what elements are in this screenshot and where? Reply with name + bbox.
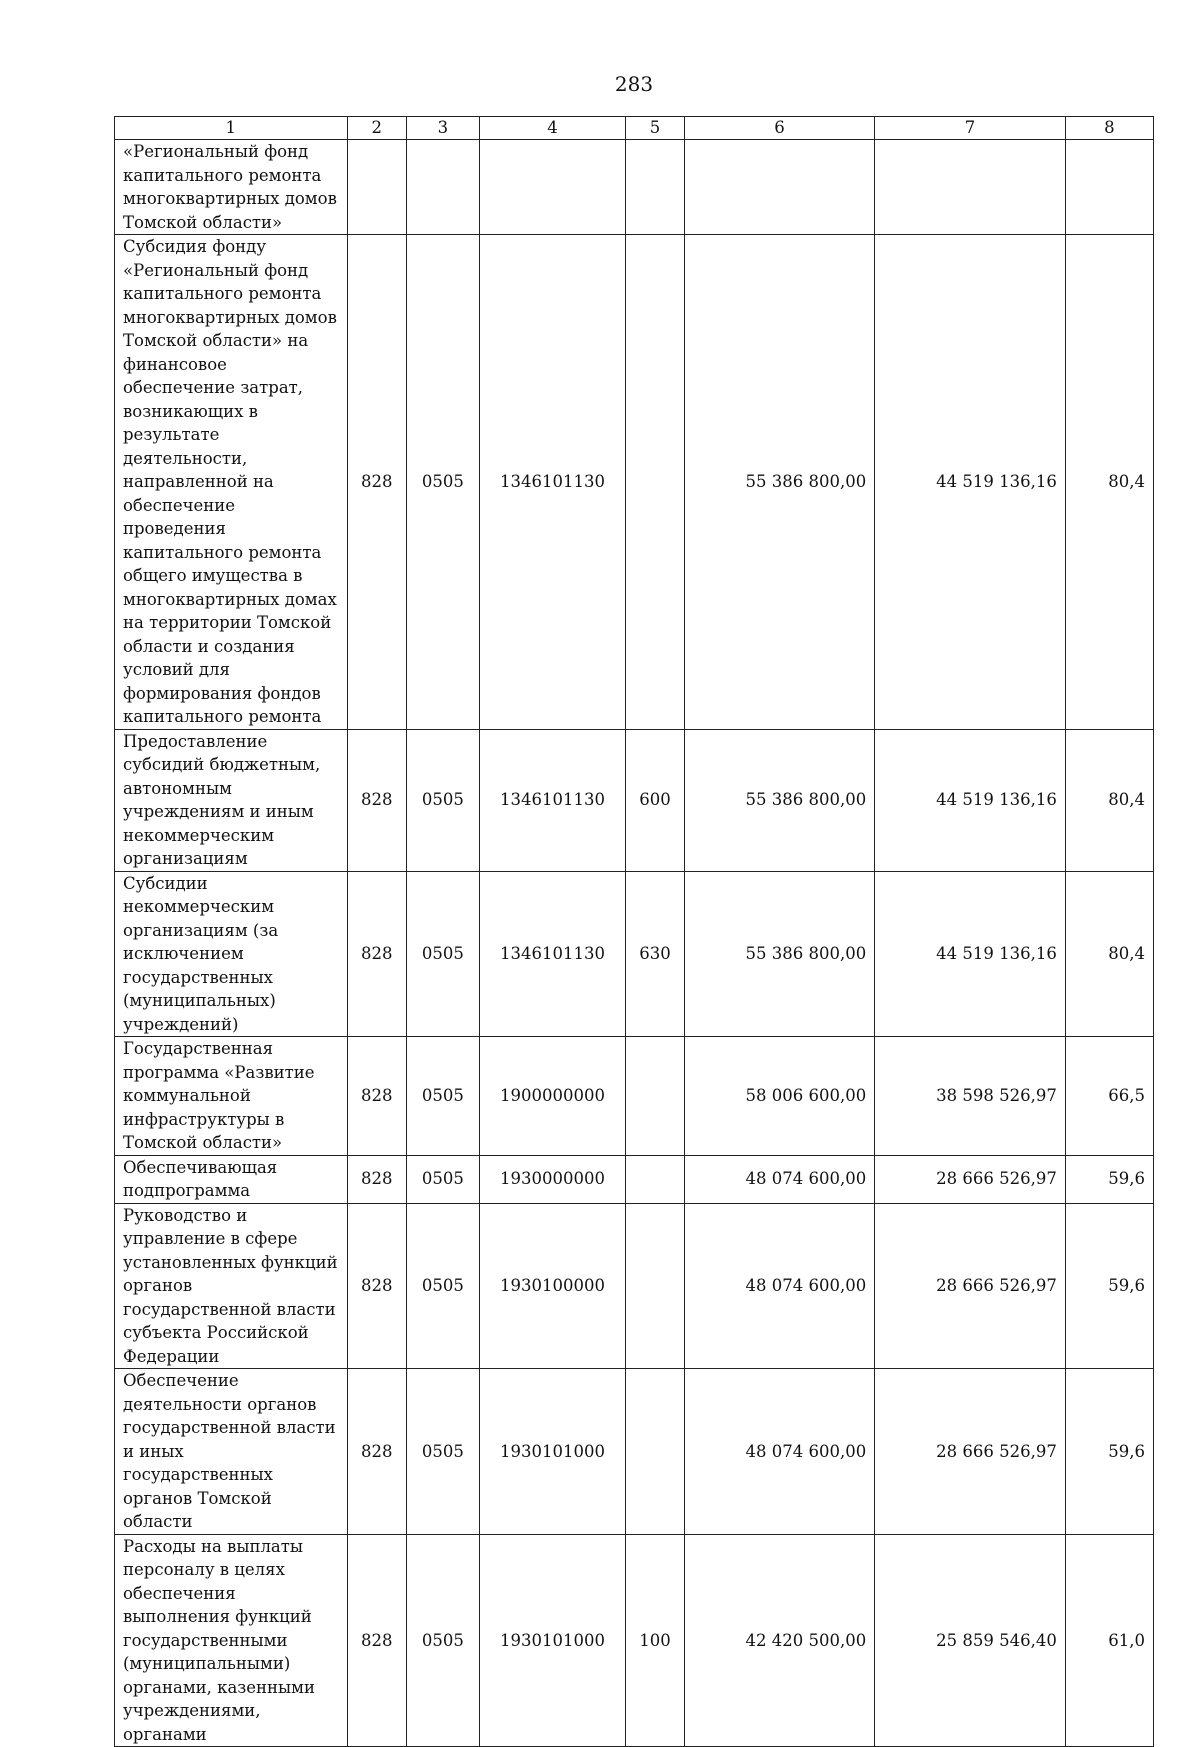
table-row bbox=[115, 1203, 1154, 1369]
row-vr: 600 bbox=[626, 729, 684, 871]
row-plan: 55 386 800,00 bbox=[684, 871, 875, 1037]
table-row bbox=[115, 1534, 1154, 1747]
row-fact: 28 666 526,97 bbox=[875, 1203, 1066, 1369]
row-plan: 42 420 500,00 bbox=[684, 1534, 875, 1747]
row-fact: 44 519 136,16 bbox=[875, 871, 1066, 1037]
header-cell: 3 bbox=[407, 117, 480, 140]
row-section: 0505 bbox=[407, 1369, 480, 1535]
header-cell: 8 bbox=[1065, 117, 1153, 140]
row-grbs: 828 bbox=[347, 1203, 406, 1369]
row-plan: 48 074 600,00 bbox=[684, 1155, 875, 1203]
table-row bbox=[115, 1369, 1154, 1535]
row-grbs bbox=[347, 140, 406, 235]
page-number: 283 bbox=[614, 72, 654, 96]
row-section: 0505 bbox=[407, 1037, 480, 1156]
row-vr: 630 bbox=[626, 871, 684, 1037]
row-fact: 25 859 546,40 bbox=[875, 1534, 1066, 1747]
header-cell: 2 bbox=[347, 117, 406, 140]
row-percent: 80,4 bbox=[1065, 871, 1153, 1037]
table-row bbox=[115, 871, 1154, 1037]
header-cell: 1 bbox=[115, 117, 348, 140]
row-percent: 59,6 bbox=[1065, 1155, 1153, 1203]
row-percent: 61,0 bbox=[1065, 1534, 1153, 1747]
table-row bbox=[115, 1155, 1154, 1203]
row-csr: 1346101130 bbox=[479, 235, 626, 730]
row-fact: 38 598 526,97 bbox=[875, 1037, 1066, 1156]
row-section: 0505 bbox=[407, 235, 480, 730]
row-csr: 1346101130 bbox=[479, 871, 626, 1037]
row-csr: 1930100000 bbox=[479, 1203, 626, 1369]
row-csr: 1346101130 bbox=[479, 729, 626, 871]
row-section: 0505 bbox=[407, 1534, 480, 1747]
header-cell: 7 bbox=[875, 117, 1066, 140]
row-csr bbox=[479, 140, 626, 235]
row-grbs: 828 bbox=[347, 1534, 406, 1747]
row-fact: 44 519 136,16 bbox=[875, 729, 1066, 871]
row-fact bbox=[875, 140, 1066, 235]
row-plan bbox=[684, 140, 875, 235]
row-vr bbox=[626, 1203, 684, 1369]
row-plan: 48 074 600,00 bbox=[684, 1203, 875, 1369]
row-vr bbox=[626, 1155, 684, 1203]
row-percent bbox=[1065, 140, 1153, 235]
table-row bbox=[115, 1037, 1154, 1156]
table-row bbox=[115, 729, 1154, 871]
row-grbs: 828 bbox=[347, 1369, 406, 1535]
row-vr bbox=[626, 1037, 684, 1156]
row-vr bbox=[626, 235, 684, 730]
budget-table bbox=[114, 116, 1154, 1747]
table-row bbox=[115, 140, 1154, 235]
row-csr: 1930101000 bbox=[479, 1369, 626, 1535]
row-fact: 28 666 526,97 bbox=[875, 1369, 1066, 1535]
row-name: Субсидия фонду «Региональный фонд капитального ремонта многоквартирных домов Томской области» на финансовое обеспечение затрат, возникающих в результате деятельности, направленной на обеспечение проведения капитального ремонта общего имущества в многоквартирных домах на территории Томской области и создания условий для формирования фондов капитального ремонта bbox=[115, 235, 348, 730]
row-plan: 58 006 600,00 bbox=[684, 1037, 875, 1156]
row-name: Обеспечение деятельности органов государственной власти и иных государственных органов Томской области bbox=[115, 1369, 348, 1535]
row-fact: 44 519 136,16 bbox=[875, 235, 1066, 730]
row-name: «Региональный фонд капитального ремонта многоквартирных домов Томской области» bbox=[115, 140, 348, 235]
row-csr: 1900000000 bbox=[479, 1037, 626, 1156]
header-cell: 6 bbox=[684, 117, 875, 140]
row-csr: 1930000000 bbox=[479, 1155, 626, 1203]
row-percent: 59,6 bbox=[1065, 1369, 1153, 1535]
row-percent: 80,4 bbox=[1065, 729, 1153, 871]
row-name: Расходы на выплаты персоналу в целях обеспечения выполнения функций государственными (муниципальными) органами, казенными учреждениями, органами bbox=[115, 1534, 348, 1747]
row-percent: 80,4 bbox=[1065, 235, 1153, 730]
row-grbs: 828 bbox=[347, 1155, 406, 1203]
row-section: 0505 bbox=[407, 1203, 480, 1369]
row-grbs: 828 bbox=[347, 235, 406, 730]
header-cell: 4 bbox=[479, 117, 626, 140]
row-grbs: 828 bbox=[347, 1037, 406, 1156]
table-header-row bbox=[115, 117, 1154, 140]
table-row bbox=[115, 235, 1154, 730]
row-name: Субсидии некоммерческим организациям (за исключением государственных (муниципальных) учреждений) bbox=[115, 871, 348, 1037]
row-name: Руководство и управление в сфере установленных функций органов государственной власти субъекта Российской Федерации bbox=[115, 1203, 348, 1369]
row-plan: 55 386 800,00 bbox=[684, 729, 875, 871]
row-name: Предоставление субсидий бюджетным, автономным учреждениям и иным некоммерческим организациям bbox=[115, 729, 348, 871]
header-cell: 5 bbox=[626, 117, 684, 140]
row-percent: 66,5 bbox=[1065, 1037, 1153, 1156]
row-grbs: 828 bbox=[347, 871, 406, 1037]
row-fact: 28 666 526,97 bbox=[875, 1155, 1066, 1203]
row-name: Обеспечивающая подпрограмма bbox=[115, 1155, 348, 1203]
row-grbs: 828 bbox=[347, 729, 406, 871]
row-vr: 100 bbox=[626, 1534, 684, 1747]
row-plan: 55 386 800,00 bbox=[684, 235, 875, 730]
row-vr bbox=[626, 140, 684, 235]
row-csr: 1930101000 bbox=[479, 1534, 626, 1747]
row-section: 0505 bbox=[407, 871, 480, 1037]
row-percent: 59,6 bbox=[1065, 1203, 1153, 1369]
row-section: 0505 bbox=[407, 1155, 480, 1203]
row-vr bbox=[626, 1369, 684, 1535]
row-plan: 48 074 600,00 bbox=[684, 1369, 875, 1535]
row-section bbox=[407, 140, 480, 235]
row-name: Государственная программа «Развитие коммунальной инфраструктуры в Томской области» bbox=[115, 1037, 348, 1156]
row-section: 0505 bbox=[407, 729, 480, 871]
